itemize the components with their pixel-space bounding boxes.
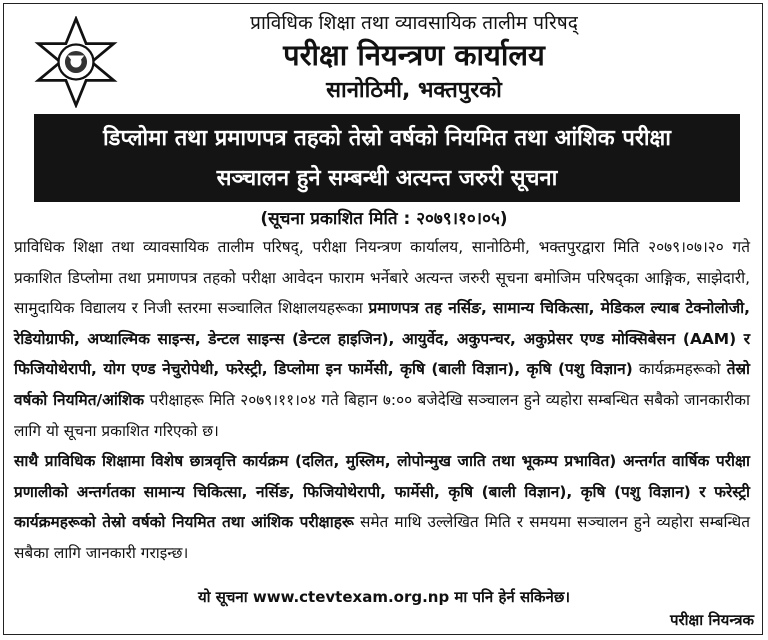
notice-document xyxy=(3,3,763,635)
website-line: यो सूचना www.ctevtexam.org.np मा पनि हेर्न सकिनेछ। xyxy=(197,588,571,606)
ctevt-logo xyxy=(30,16,122,108)
notice-body xyxy=(14,232,750,569)
notice-title-line-2: सञ्चालन हुने सम्बन्धी अत्यन्त जरुरी सूचना xyxy=(216,166,558,191)
paragraph-2 xyxy=(14,446,750,568)
header xyxy=(124,10,704,106)
paragraph-1-intro: प्राविधिक शिक्षा तथा व्यावसायिक तालीम परिषद्, परीक्षा नियन्त्रण कार्यालय, सानोठिमी, भक्तपुरद्वारा मिति २०७९।०७।२० गते प्रकाशित डिप्लोमा तथा प्रमाणपत्र तहको परीक्षा आवेदन फाराम भर्नेबारे अत्यन्त जरुरी सूचना बमोजिम परिषद्का आङ्गिक, साझेदारी, सामुदायिक विद्यालय र निजी स्तरमा सञ्चालित शिक्षालयहरूका xyxy=(14,238,750,318)
office-name: परीक्षा नियन्त्रण कार्यालय xyxy=(283,38,545,72)
council-name: प्राविधिक शिक्षा तथा व्यावसायिक तालीम परिषद् xyxy=(250,12,578,34)
signature: परीक्षा नियन्त्रक xyxy=(670,611,754,629)
paragraph-2-end: समेत माथि उल्लेखित मिति र समयमा सञ्चालन हुने व्यहोरा सम्बन्धित सबैका लागि जानकारी गराइन्छ। xyxy=(14,513,750,562)
paragraph-1-mid: कार्यक्रमहरूको xyxy=(632,360,727,379)
paragraph-2-bold: साथै प्राविधिक शिक्षामा विशेष छात्रवृत्ति कार्यक्रम (दलित, मुस्लिम, लोपोन्मुख जाति तथा भूकम्प प्रभावित) अन्तर्गत वार्षिक परीक्षा प्रणालीको अन्तर्गतका सामान्य चिकित्सा, नर्सिङ, फिजियोथेरापी, फार्मेसी, कृषि (बाली विज्ञान), कृषि (पशु विज्ञान) र फरेस्ट्री कार्यक्रमहरूको तेस्रो वर्षको नियमित तथा आंशिक परीक्षाहरू xyxy=(14,452,750,532)
published-date: (सूचना प्रकाशित मिति : २०७९।१०।०५) xyxy=(260,209,508,229)
exam-type: तेस्रो वर्षको नियमित/आंशिक xyxy=(14,360,751,409)
office-location: सानोठिमी, भक्तपुरको xyxy=(326,78,502,103)
notice-title-line-1: डिप्लोमा तथा प्रमाणपत्र तहको तेस्रो वर्षको नियमित तथा आंशिक परीक्षा xyxy=(102,126,671,151)
notice-title-band xyxy=(34,114,740,202)
paragraph-1-end: परीक्षाहरू मिति २०७९।११।०४ गते बिहान ७:०० बजेदेखि सञ्चालन हुने व्यहोरा सम्बन्धित सबैको जानकारीका लागि यो सूचना प्रकाशित गरिएको छ। xyxy=(14,390,750,440)
program-list: प्रमाणपत्र तह नर्सिङ, सामान्य चिकित्सा, मेडिकल ल्याब टेक्नोलोजी, रेडियोग्राफी, अप्थाल्मिक साइन्स, डेन्टल साइन्स (डेन्टल हाइजिन), आयुर्वेद, अकुपन्चर, अकुप्रेसर एण्ड मोक्सिबेसन (AAM) र फिजियोथेरापी, योग एण्ड नेचुरोपेथी, फरेस्ट्री, डिप्लोमा इन फार्मेसी, कृषि (बाली विज्ञान), कृषि (पशु विज्ञान) xyxy=(14,299,751,379)
paragraph-1 xyxy=(14,232,750,446)
